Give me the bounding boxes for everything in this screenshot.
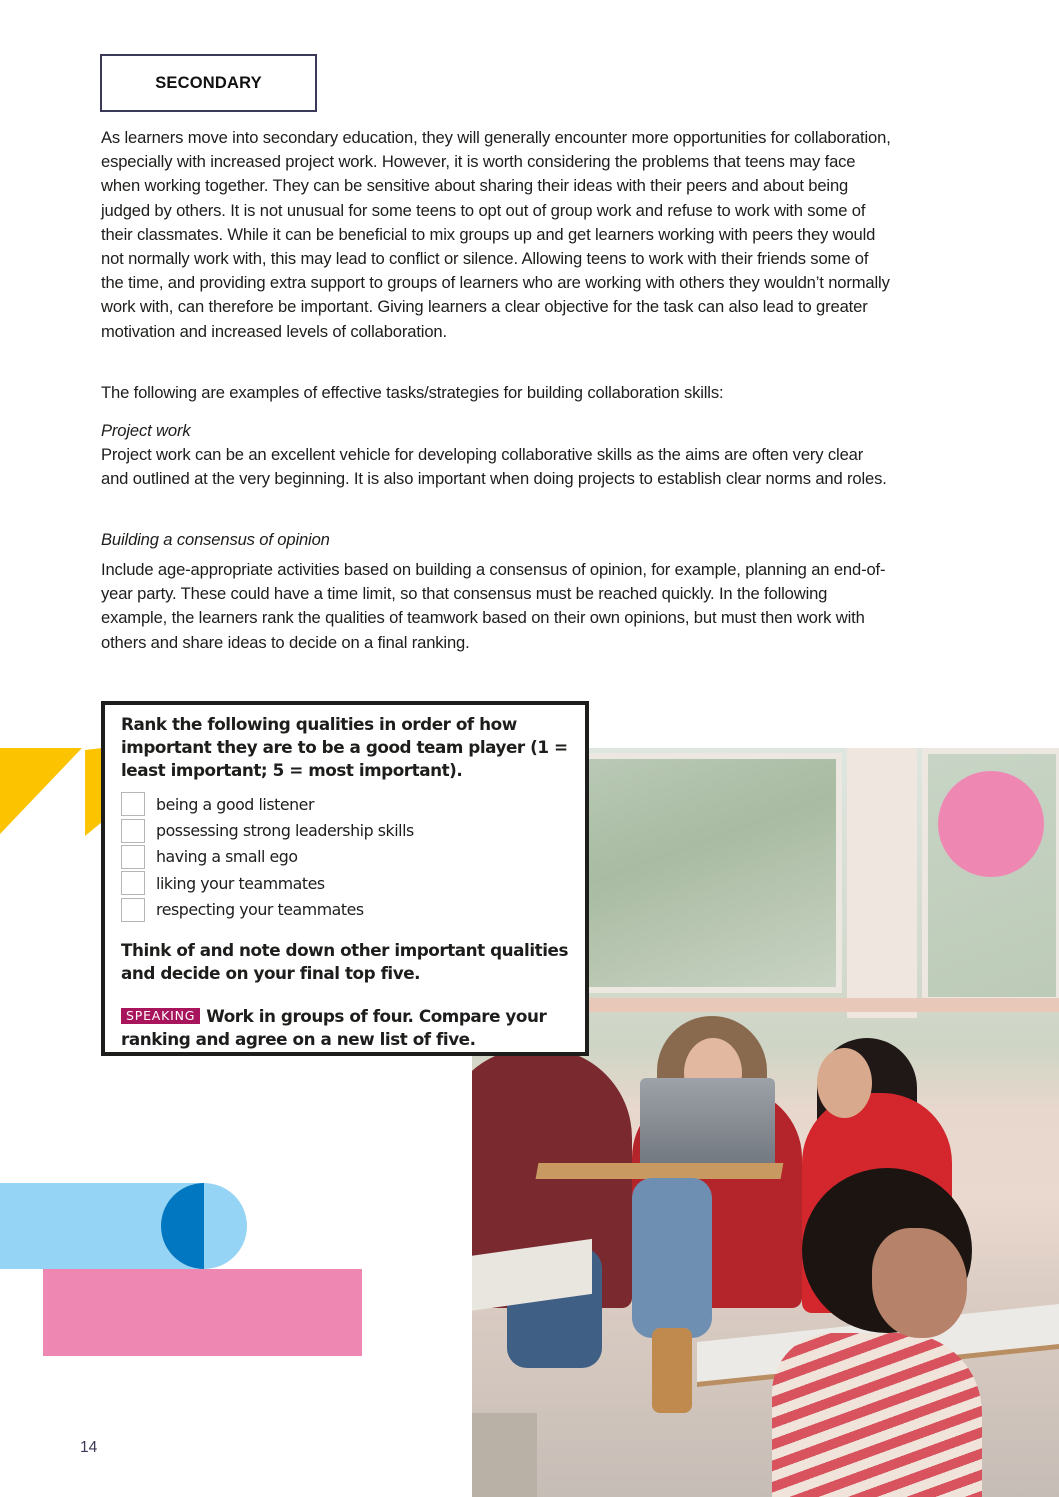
activity-note: Think of and note down other important qualities and decide on your final top five. — [121, 939, 568, 983]
quality-options-list — [121, 791, 571, 923]
speaking-badge: SPEAKING — [121, 1008, 200, 1024]
quality-option — [121, 870, 571, 896]
intro-paragraph: As learners move into secondary education, they will generally encounter more opportunities for collaboration, especially with increased project work. However, it is worth considering the problems that teens may face when working together. They can be sensitive about sharing their ideas with their peers and about being judged by others. It is not unusual for some teens to opt out of group work and refuse to work with some of their classmates. While it can be beneficial to mix groups up and get learners working with peers they would not normally work with, this may lead to conflict or silence. Allowing teens to work with their friends some of the time, and providing extra support to groups of learners who are working with others they wouldn’t normally work with, can therefore be important. Giving learners a clear objective for the task can also lead to greater motivation and increased levels of collaboration. — [101, 128, 891, 341]
yellow-triangle-decoration — [0, 748, 110, 838]
rank-input-box[interactable] — [121, 871, 145, 895]
examples-intro-paragraph: The following are examples of effective tasks/strategies for building collaboration skills: — [101, 383, 724, 402]
rank-input-box[interactable] — [121, 898, 145, 922]
pink-circle-decoration — [937, 770, 1045, 878]
quality-option — [121, 817, 571, 843]
rank-input-box[interactable] — [121, 845, 145, 869]
pink-rectangle-decoration — [43, 1269, 362, 1356]
strategy-heading-consensus: Building a consensus of opinion — [101, 530, 330, 549]
speaking-text: Work in groups of four. Compare your ranking and agree on a new list of five. — [121, 1005, 547, 1049]
strategy-body-project-work: Project work can be an excellent vehicle for developing collaborative skills as the aims are often very clear and outlined at the very beginning. It is also important when doing projects to establish clear norms and roles. — [101, 445, 887, 489]
activity-instruction: Rank the following qualities in order of how important they are to be a good team player (1 = least important; 5 = most important). — [121, 714, 568, 780]
section-heading-secondary: SECONDARY — [100, 54, 317, 112]
window-shape — [572, 753, 842, 993]
rank-input-box[interactable] — [121, 819, 145, 843]
quality-label: being a good listener — [156, 794, 314, 814]
quality-option — [121, 897, 571, 923]
page-number: 14 — [80, 1439, 98, 1456]
quality-label: possessing strong leadership skills — [156, 821, 414, 841]
quality-option — [121, 844, 571, 870]
quality-label: liking your teammates — [156, 873, 325, 893]
quality-label: respecting your teammates — [156, 900, 364, 920]
laptop-shape — [640, 1078, 775, 1176]
quality-option — [121, 791, 571, 817]
speaking-instruction — [121, 1005, 571, 1051]
strategy-body-consensus: Include age-appropriate activities based on building a consensus of opinion, for example, planning an end-of-year party. These could have a time limit, so that consensus must be reached quickly. In the following example, the learners rank the qualities of teamwork based on their own opinions, but must then work with others and share ideas to decide on a final ranking. — [101, 560, 886, 652]
ranking-activity-box — [101, 701, 589, 1056]
quality-label: having a small ego — [156, 847, 298, 867]
light-blue-half-circle-decoration — [204, 1183, 247, 1269]
strategy-heading-project-work: Project work — [101, 421, 191, 440]
rank-input-box[interactable] — [121, 792, 145, 816]
